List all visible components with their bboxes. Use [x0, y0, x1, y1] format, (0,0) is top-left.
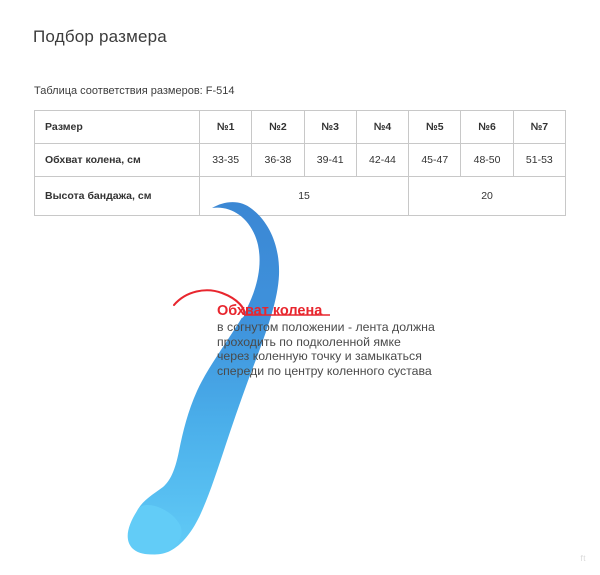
table-cell: 45-47: [409, 144, 461, 177]
table-cell: 33-35: [200, 144, 252, 177]
row-header-knee-circumference: Обхват колена, см: [35, 144, 200, 177]
table-cell: 39-41: [304, 144, 356, 177]
leg-shape: [130, 202, 279, 554]
callout-line-4: спереди по центру коленного сустава: [217, 363, 432, 378]
callout-title: Обхват колена: [217, 303, 323, 319]
table-cell: 36-38: [252, 144, 304, 177]
callout-line-1: в согнутом положении - лента должна: [217, 320, 435, 334]
page-title: Подбор размера: [33, 27, 167, 46]
column-header: №2: [252, 111, 304, 144]
table-cell-height-15: 15: [200, 177, 409, 216]
column-header: №4: [356, 111, 408, 144]
row-header-size: Размер: [35, 111, 200, 144]
column-header: №5: [409, 111, 461, 144]
watermark: ft: [580, 554, 586, 563]
table-cell: 48-50: [461, 144, 513, 177]
callout-line-3: через коленную точку и замыкаться: [217, 349, 422, 363]
table-cell: 42-44: [356, 144, 408, 177]
table-row: [35, 144, 566, 177]
callout-line-2: проходить по подколенной ямке: [217, 334, 401, 349]
column-header: №1: [200, 111, 252, 144]
table-caption: Таблица соответствия размеров: F-514: [34, 85, 235, 97]
callout-block: [217, 303, 517, 378]
column-header: №3: [304, 111, 356, 144]
column-header: №6: [461, 111, 513, 144]
table-cell: 51-53: [513, 144, 565, 177]
row-header-bandage-height: Высота бандажа, см: [35, 177, 200, 216]
leg-illustration: [0, 195, 600, 555]
column-header: №7: [513, 111, 565, 144]
table-row: [35, 111, 566, 144]
table-cell-height-20: 20: [409, 177, 566, 216]
